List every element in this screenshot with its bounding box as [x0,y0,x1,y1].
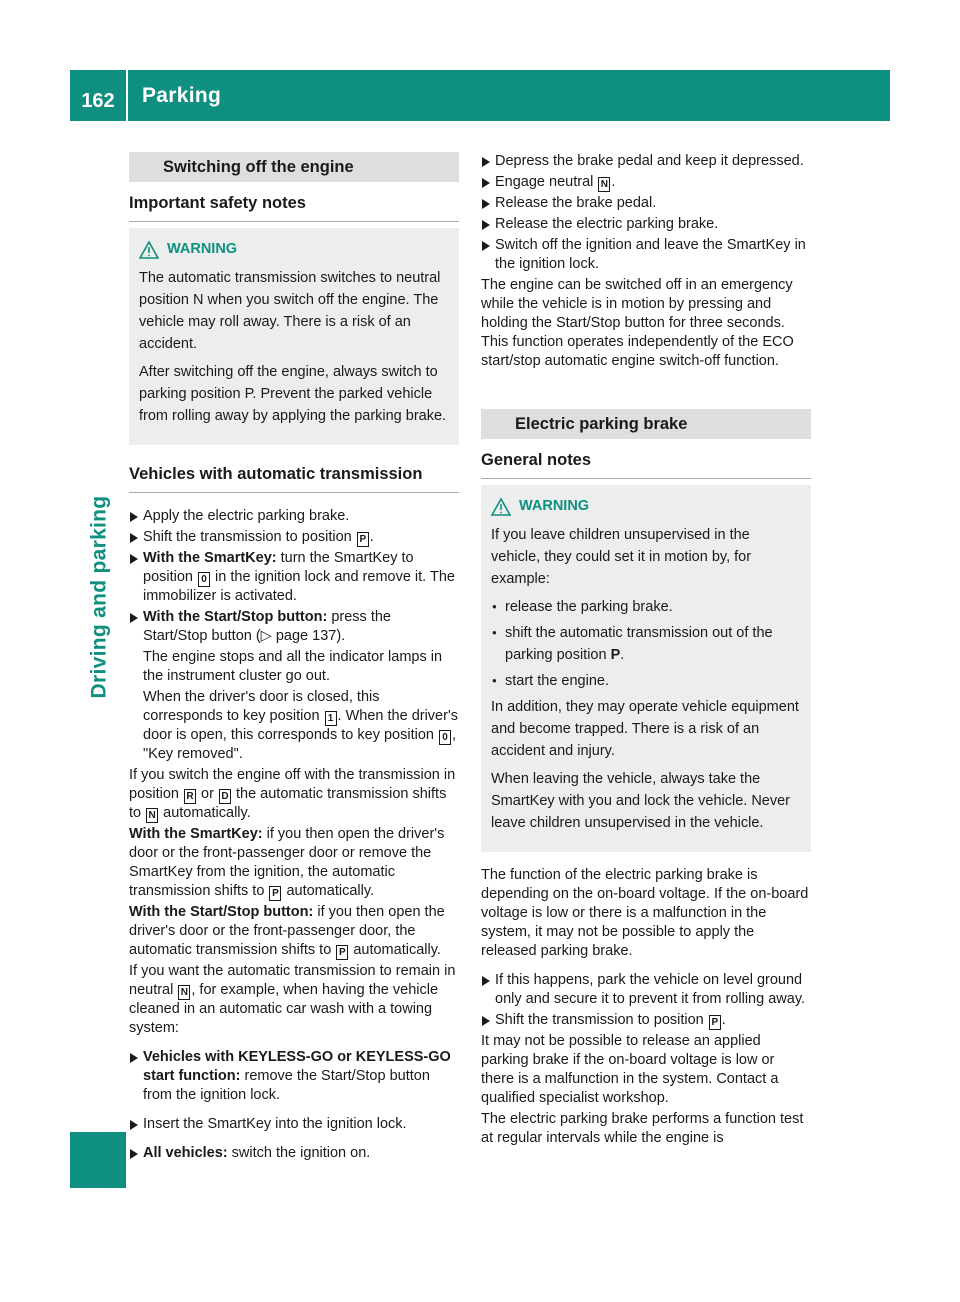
text: If you switch the engine off with the transmission in position [129,767,456,802]
step-bold: Vehicles with KEYLESS-GO or KEYLESS-GO start function: [143,1049,451,1084]
text: automatically. [349,942,441,958]
paragraph [129,903,459,960]
right-column [481,152,811,1150]
chapter-marker [70,1132,126,1188]
step-text: press the Start/Stop button (▷ page 137). [143,609,391,644]
step-text: . [369,529,374,545]
section-title: Switching off the engine [129,152,459,182]
warning-box [481,485,811,852]
text: or [197,786,218,802]
paragraph: The electric parking brake performs a function test at regular intervals while the engine is [481,1111,804,1146]
section-title: Electric parking brake [481,409,811,439]
chapter-label [84,432,114,762]
instruction-step [129,549,459,606]
step-bold: With the Start/Stop button: [143,609,328,625]
warning-triangle-icon [491,498,511,516]
key-p-symbol: P [336,945,348,960]
warning-text: After switching off the engine, always switch to parking position P. Prevent the parked vehicle from rolling away by applying the parking brake. [139,364,447,424]
subheading-general: General notes [481,439,811,479]
key-r-symbol: R [184,789,196,804]
key-d-symbol: D [219,789,231,804]
step-text: , "Key removed". [143,727,457,762]
step-text: Shift the transmission to position [495,1012,708,1028]
step-bold: All vehicles: [143,1145,228,1161]
text: automatically. [159,805,251,821]
instruction-step [129,528,459,547]
step-text: switch the ignition on. [227,1145,371,1161]
key-p-symbol: P [709,1015,721,1030]
instruction-step [481,173,811,192]
text-bold: P [610,647,621,663]
bullet-item: ● start the engine. [491,670,801,692]
paragraph [129,962,459,1038]
warning-heading [139,240,449,259]
paragraph [129,825,459,901]
header-bar [70,70,890,121]
header-divider [126,70,128,121]
key-0-symbol: 0 [198,572,210,587]
text-bold: With the Start/Stop button: [129,904,314,920]
step-text: Apply the electric parking brake. [143,508,350,524]
text: if you then open the driver's door or the front-passenger door or remove the SmartKey from the ignition, the automatic transmission shifts to [129,826,445,899]
text: If you want the automatic transmission to remain in neutral [129,963,456,998]
instruction-step: Release the brake pedal. [481,194,811,213]
text: the automatic transmission shifts to [129,786,447,821]
warning-text: The automatic transmission switches to neutral position N when you switch off the engine. The vehicle may roll away. There is a risk of an accident. [139,270,441,352]
step-text: turn the SmartKey to position [143,550,414,585]
key-0-symbol: 0 [439,730,451,745]
warning-label: WARNING [167,241,238,257]
instruction-step [129,608,459,646]
step-text: . When the driver's door is open, this corresponds to key position [143,708,458,743]
instruction-step [129,507,459,526]
instruction-step: Depress the brake pedal and keep it depressed. [481,152,811,171]
text: shift the automatic transmission out of the parking position [505,625,773,663]
warning-label: WARNING [519,498,590,514]
step-text: remove the Start/Stop button from the ignition lock. [143,1068,430,1103]
warning-box [129,228,459,445]
chapter-label-text: Driving and parking [87,495,110,699]
key-p-symbol: P [357,532,369,547]
bullet-item: ● release the parking brake. [491,596,801,618]
key-1-symbol: 1 [325,711,337,726]
subheading-automatic: Vehicles with automatic transmission [129,453,459,493]
text: . [620,647,625,663]
warning-triangle-icon [139,241,159,259]
instruction-step [129,1048,459,1105]
text: automatically. [282,883,375,899]
key-p-symbol: P [269,886,281,901]
key-n-symbol: N [146,808,158,823]
page-number: 162 [81,90,115,112]
instruction-step: Switch off the ignition and leave the SmartKey in the ignition lock. [481,236,811,274]
bullet-item [491,622,801,666]
step-text: . [721,1012,726,1028]
left-column [129,152,459,1165]
step-text: . [611,174,616,190]
key-n-symbol: N [178,985,190,1000]
instruction-step [129,1144,459,1163]
warning-text: In addition, they may operate vehicle equipment and become trapped. There is a risk of an accident and injury. [491,699,799,759]
warning-heading [491,497,801,516]
step-text: Shift the transmission to position [143,529,356,545]
paragraph [129,766,459,823]
step-text: When the driver's door is closed, this corresponds to key position [143,689,380,724]
text: if you then open the driver's door or the front-passenger door, the automatic transmission shifts to [129,904,445,958]
warning-text: When leaving the vehicle, always take the SmartKey with you and lock the vehicle. Never leave children unsupervised in the vehicle. [491,771,790,831]
warning-text: If you leave children unsupervised in the vehicle, they could set it in motion by, for example: [491,527,752,587]
step-detail [143,688,459,764]
instruction-step: Release the electric parking brake. [481,215,811,234]
page-title: Parking [142,84,222,107]
subheading-safety: Important safety notes [129,182,459,222]
step-detail: The engine stops and all the indicator lamps in the instrument cluster go out. [143,649,443,684]
step-text: Engage neutral [495,174,598,190]
key-n-symbol: N [598,177,610,192]
paragraph: The function of the electric parking brake is depending on the on-board voltage. If the on-board voltage is low or there is a malfunction in the system, it may not be possible to apply the released parking brake. [481,867,809,959]
step-bold: With the SmartKey: [143,550,277,566]
step-text: in the ignition lock and remove it. The immobilizer is activated. [143,569,455,604]
text: , for example, when having the vehicle cleaned in an automatic car wash with a towing system: [129,982,439,1036]
instruction-step [481,1011,811,1030]
paragraph: The engine can be switched off in an emergency while the vehicle is in motion by pressing and holding the Start/Stop button for three seconds. This function operates independently of the ECO start/stop automatic engine switch-off function. [481,277,794,369]
instruction-step: If this happens, park the vehicle on level ground only and secure it to prevent it from rolling away. [481,971,811,1009]
text-bold: With the SmartKey: [129,826,263,842]
instruction-step: Insert the SmartKey into the ignition lock. [129,1115,459,1134]
paragraph: It may not be possible to release an applied parking brake if the on-board voltage is low or there is a malfunction in the system. Contact a qualified specialist workshop. [481,1033,779,1106]
